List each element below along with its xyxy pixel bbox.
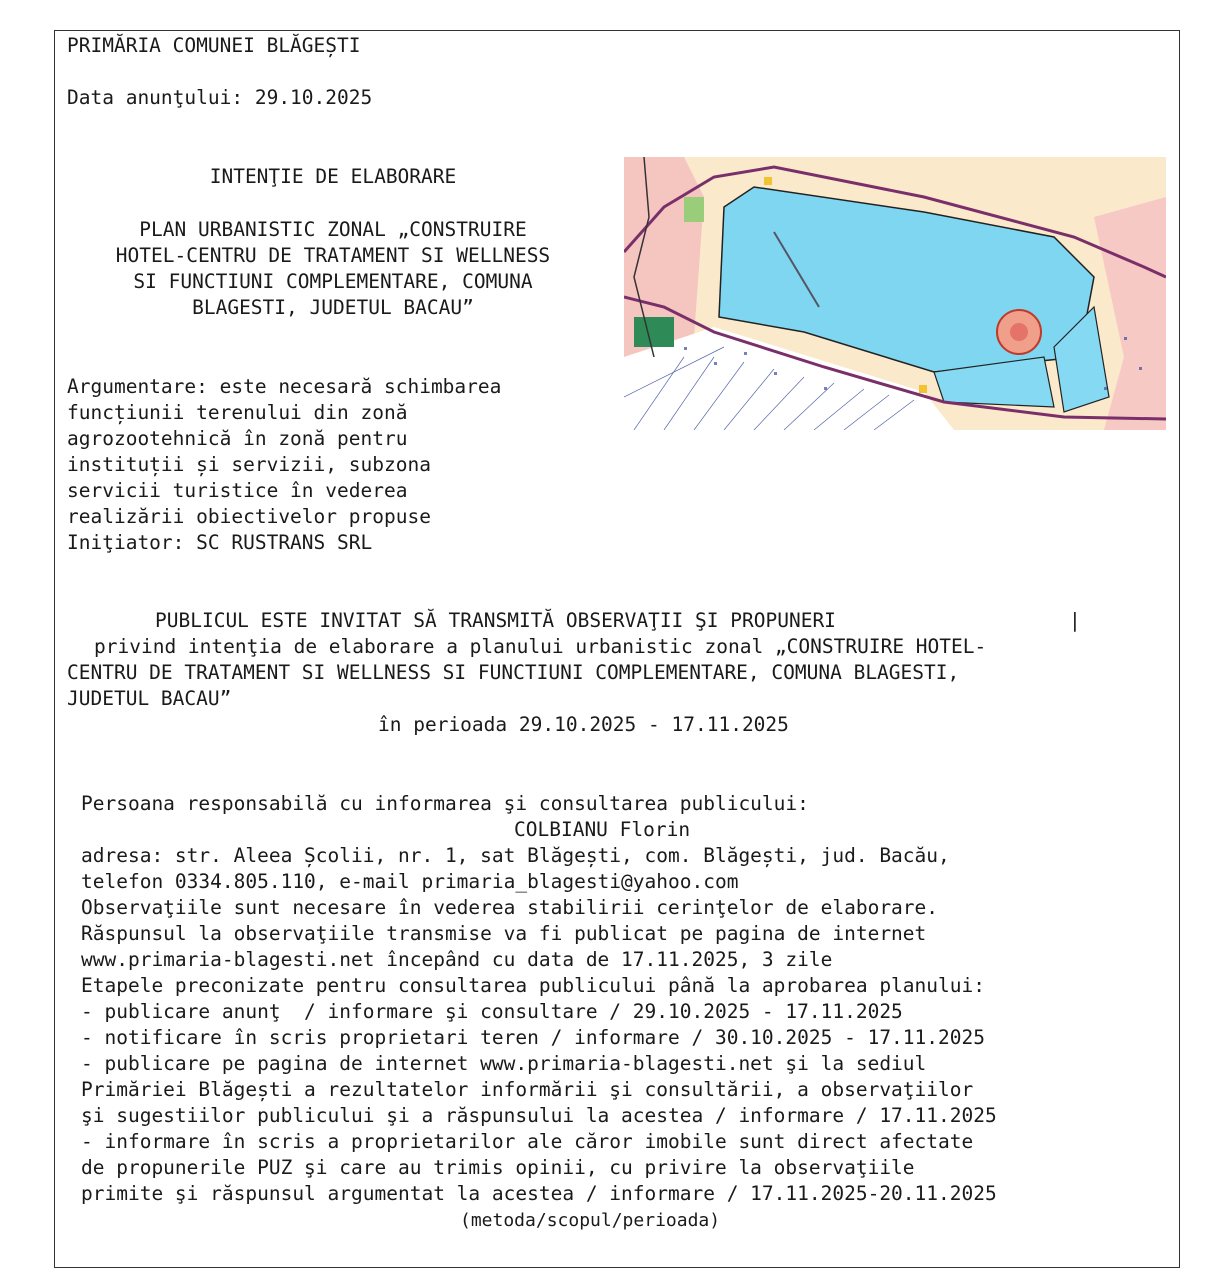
argument-line: Argumentare: este necesară schimbarea — [67, 375, 502, 398]
argument-line: agrozootehnică în zonă pentru — [67, 427, 408, 450]
public-text-line: CENTRU DE TRATAMENT SI WELLNESS SI FUNCTIUNI COMPLEMENTARE, COMUNA BLAGESTI, — [67, 661, 960, 684]
details-line: www.primaria-blagesti.net începând cu data de 17.11.2025, 3 zile — [81, 948, 833, 971]
heading-bar: | — [1069, 609, 1081, 632]
argument-line: funcțiunii terenului din zonă — [67, 401, 408, 424]
initiator: Iniţiator: SC RUSTRANS SRL — [67, 531, 373, 554]
contact-phone-email: telefon 0334.805.110, e-mail primaria_blagesti@yahoo.com — [81, 870, 739, 893]
details-line: Primăriei Blăgești a rezultatelor informării şi consultării, a observaţiilor — [81, 1078, 974, 1101]
public-text-line: privind intenţia de elaborare a planului urbanistic zonal „CONSTRUIRE HOTEL- — [94, 635, 987, 658]
footnote: (metoda/scopul/perioada) — [460, 1210, 721, 1231]
plan-title-line: SI FUNCTIUNI COMPLEMENTARE, COMUNA — [133, 270, 533, 293]
argument-line: realizării obiectivelor propuse — [67, 505, 431, 528]
details-line: şi sugestiilor publicului şi a răspunsului la acestea / informare / 17.11.2025 — [81, 1104, 997, 1127]
site-plan-map — [624, 157, 1166, 430]
argument-line: instituții și servizii, subzona — [67, 453, 431, 476]
intent-title: INTENŢIE DE ELABORARE — [209, 165, 457, 188]
consultation-period: în perioada 29.10.2025 - 17.11.2025 — [378, 713, 789, 736]
public-text-line: JUDETUL BACAU” — [67, 687, 232, 710]
details-line: Observaţiile sunt necesare în vederea stabilirii cerinţelor de elaborare. — [81, 896, 939, 919]
announcement-date: Data anunţului: 29.10.2025 — [67, 86, 373, 109]
argument-line: servicii turistice în vederea — [67, 479, 408, 502]
details-line: Etapele preconizate pentru consultarea publicului până la aprobarea planului: — [81, 974, 985, 997]
responsible-person-label: Persoana responsabilă cu informarea şi consultarea publicului: — [81, 792, 809, 815]
details-line: primite şi răspunsul argumentat la acestea / informare / 17.11.2025-20.11.2025 — [81, 1182, 997, 1205]
details-line: - notificare în scris proprietari teren / informare / 30.10.2025 - 17.11.2025 — [81, 1026, 985, 1049]
details-line: - publicare pe pagina de internet www.primaria-blagesti.net şi la sediul — [81, 1052, 927, 1075]
public-heading: PUBLICUL ESTE INVITAT SĂ TRANSMITĂ OBSERVAŢII ŞI PROPUNERI — [155, 609, 836, 632]
details-line: de propunerile PUZ şi care au trimis opinii, cu privire la observaţiile — [81, 1156, 915, 1179]
plan-title-line: PLAN URBANISTIC ZONAL „CONSTRUIRE — [139, 218, 527, 241]
plan-title-line: HOTEL-CENTRU DE TRATAMENT SI WELLNESS — [115, 244, 551, 267]
institution-name: PRIMĂRIA COMUNEI BLĂGEȘTI — [67, 34, 361, 57]
contact-address: adresa: str. Aleea Școlii, nr. 1, sat Blăgești, com. Blăgești, jud. Bacău, — [81, 844, 950, 867]
plan-title-line: BLAGESTI, JUDETUL BACAU” — [192, 296, 474, 319]
details-line: Răspunsul la observaţiile transmise va fi publicat pe pagina de internet — [81, 922, 927, 945]
details-line: - informare în scris a proprietarilor ale căror imobile sunt direct afectate — [81, 1130, 974, 1153]
responsible-person-name: COLBIANU Florin — [514, 818, 691, 841]
details-line: - publicare anunţ / informare şi consultare / 29.10.2025 - 17.11.2025 — [81, 1000, 903, 1023]
